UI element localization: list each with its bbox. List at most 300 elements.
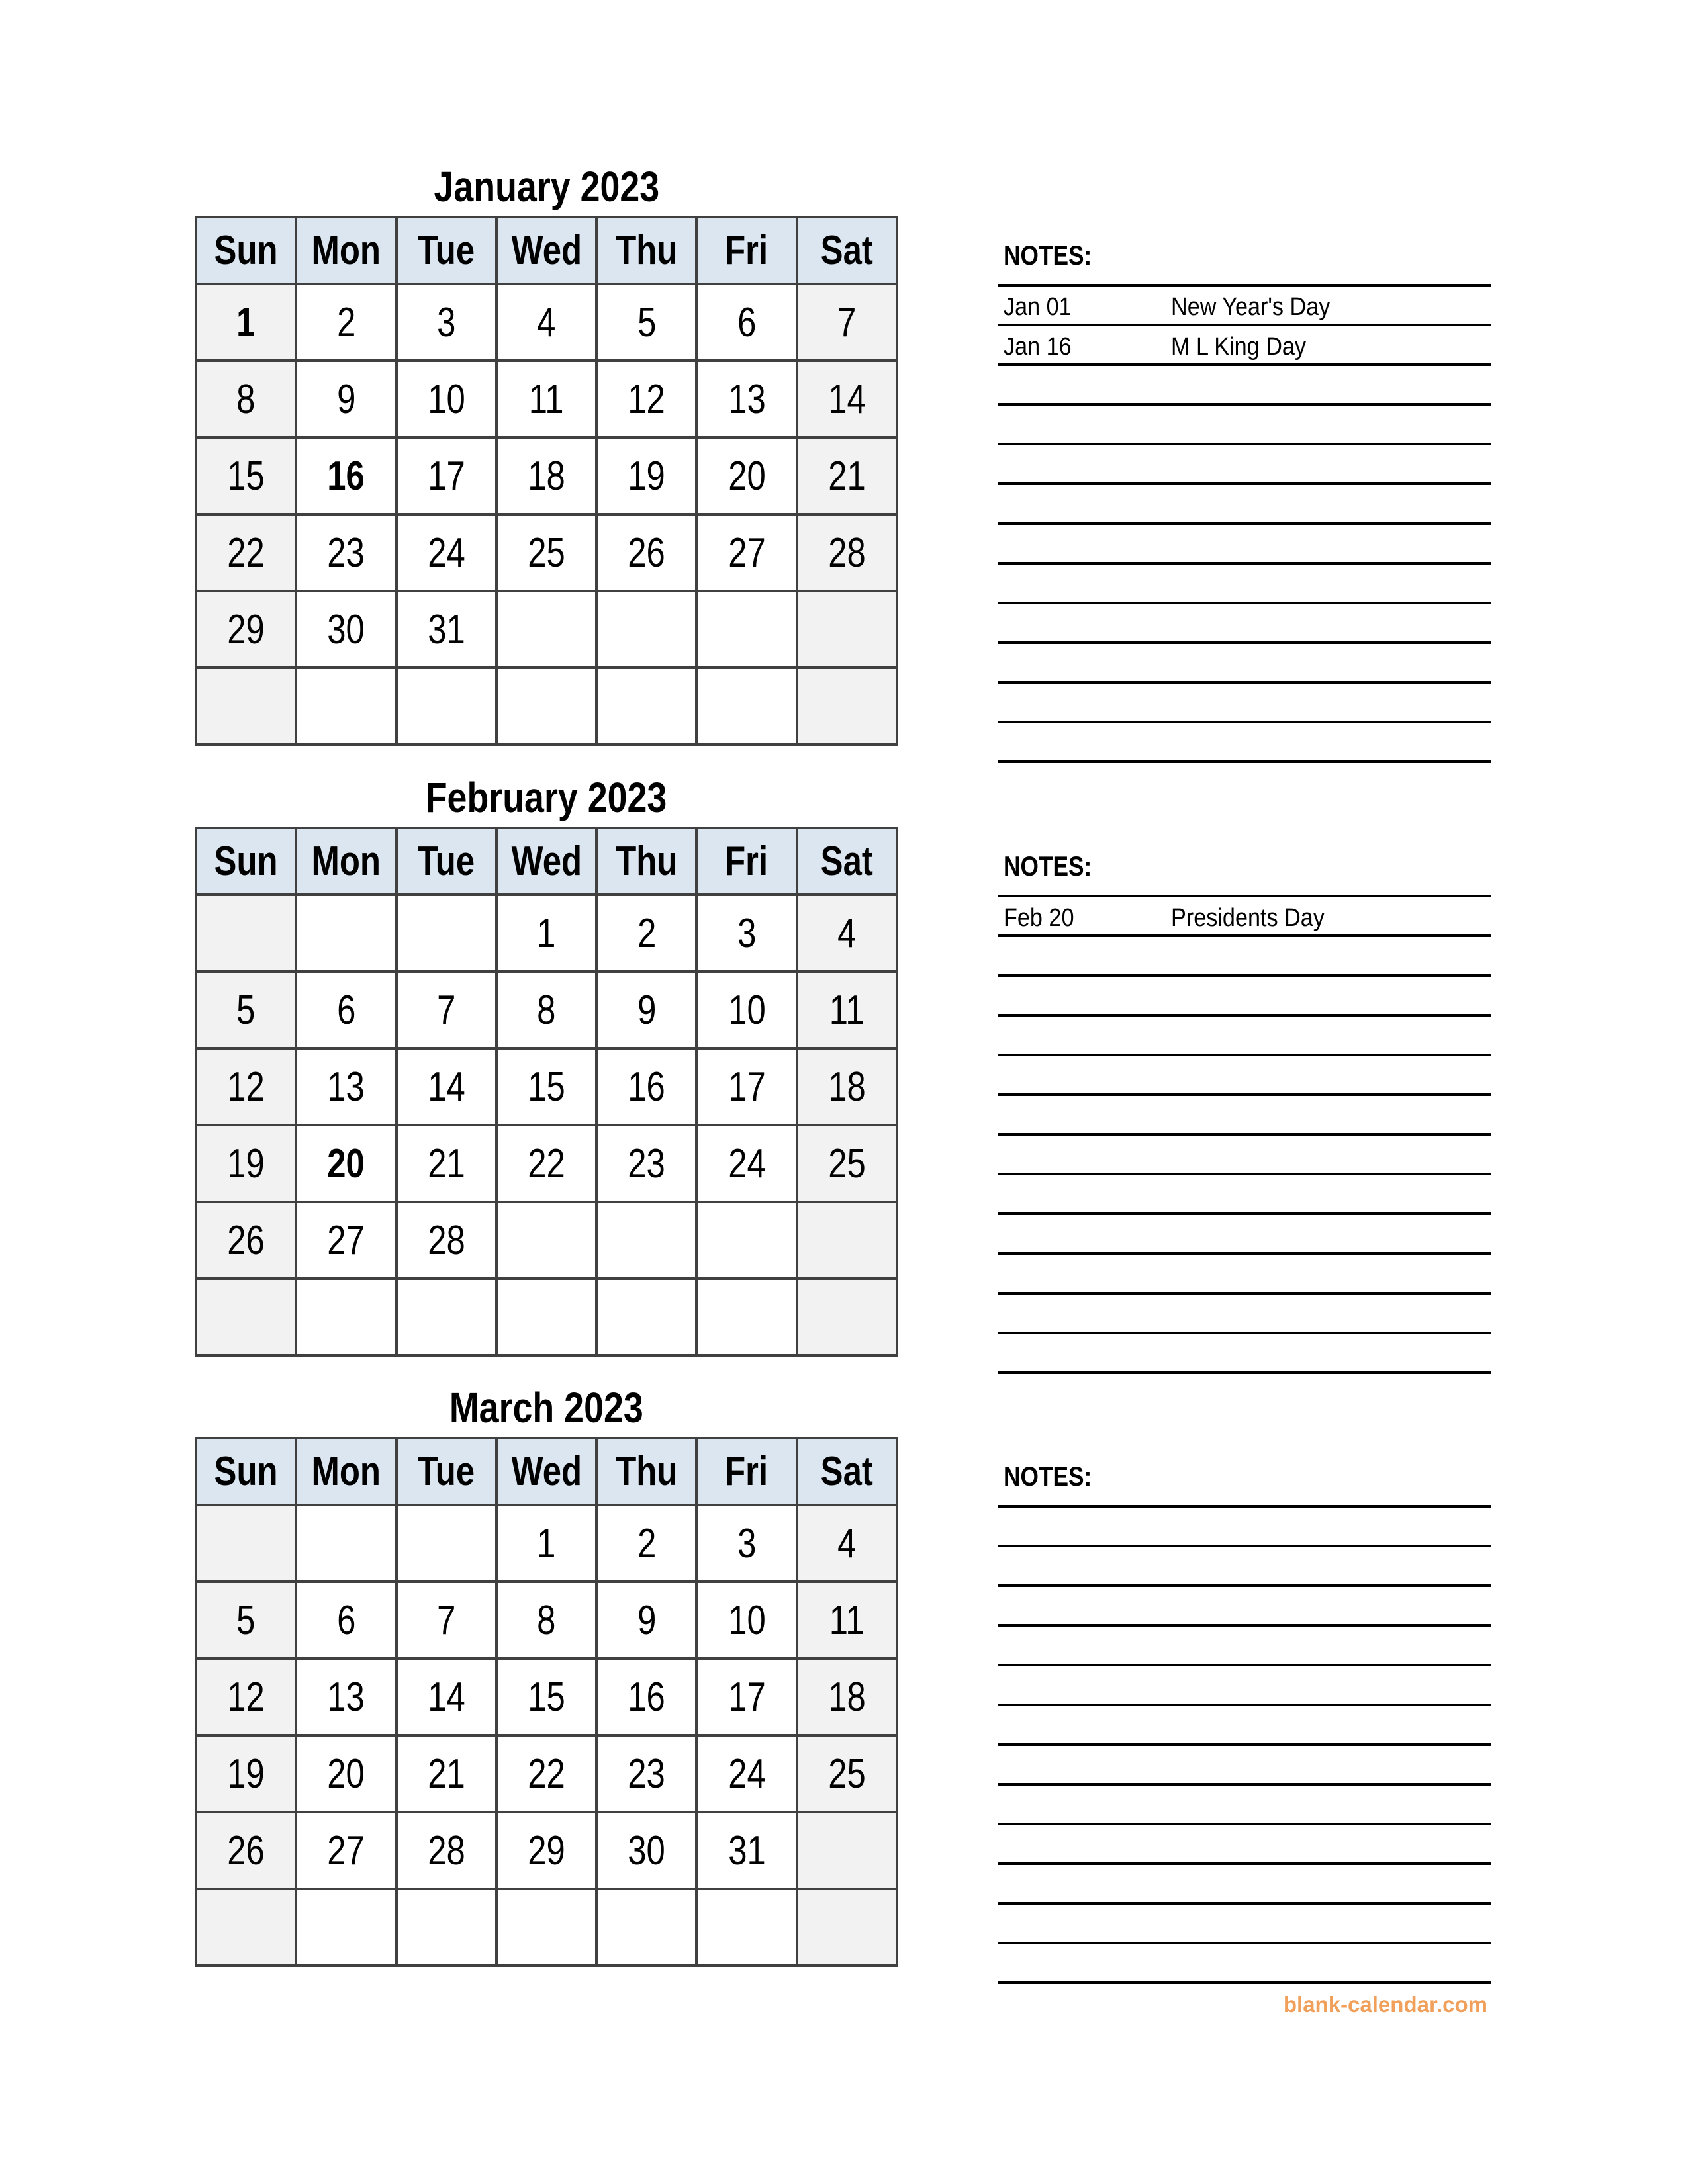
day-number: 11 [829,1597,865,1643]
note-line[interactable] [998,1942,1491,1944]
weekday-label: Sun [214,228,278,273]
empty-day-cell [596,1202,696,1279]
note-line[interactable] [998,443,1491,445]
notes-label [1004,242,1109,269]
note-line[interactable] [998,1584,1491,1587]
empty-day-cell [596,591,696,668]
note-line[interactable] [998,602,1491,604]
note-line[interactable] [998,1133,1491,1136]
weekday-label: Wed [511,839,582,884]
weekday-header [496,828,596,895]
empty-day-cell [296,1505,396,1582]
note-line[interactable] [998,1743,1491,1746]
day-cell [797,1582,897,1659]
day-cell [696,284,796,361]
note-event [1171,905,1342,931]
weekday-header [797,1438,897,1505]
day-number: 31 [427,606,465,653]
day-number: 20 [327,1140,365,1187]
day-number: 15 [528,1064,565,1110]
note-line[interactable] [998,562,1491,565]
empty-day-cell [397,1889,496,1966]
day-number: 10 [727,1597,766,1643]
week-row [196,1048,897,1125]
notes-label [1004,1463,1109,1490]
day-number: 23 [327,529,365,576]
note-line[interactable] [998,1704,1491,1706]
day-number: 25 [528,529,565,576]
empty-day-cell [196,668,296,745]
weekday-header [196,828,296,895]
empty-day-cell [397,1279,496,1355]
day-number: 2 [336,299,356,345]
day-number: 1 [537,1520,556,1567]
day-number: 24 [727,1751,766,1797]
day-number: 17 [727,1674,766,1720]
weekday-header [596,1438,696,1505]
day-cell [596,895,696,972]
note-line[interactable] [998,1173,1491,1175]
empty-day-cell [397,1505,496,1582]
day-number: 8 [537,987,556,1033]
day-cell [296,1812,396,1889]
week-row [196,1279,897,1355]
day-cell [397,1735,496,1812]
note-event-text: M L King Day [1171,333,1307,361]
day-cell [397,1582,496,1659]
weekday-label: Mon [311,228,381,273]
day-cell [797,284,897,361]
weekday-header [196,217,296,284]
weekday-header [696,1438,796,1505]
day-cell [397,284,496,361]
week-row [196,668,897,745]
day-number: 23 [628,1751,666,1797]
day-number: 20 [727,453,766,499]
week-row [196,1582,897,1659]
empty-day-cell [596,1889,696,1966]
day-number: 29 [528,1827,565,1874]
day-cell [696,1125,796,1202]
week-row [196,1125,897,1202]
day-cell [596,514,696,591]
day-cell [596,1505,696,1582]
weekday-header-row [196,1438,897,1505]
day-number: 18 [828,1674,866,1720]
week-row [196,437,897,514]
day-cell [496,895,596,972]
day-cell [496,972,596,1048]
day-number: 12 [628,376,666,422]
day-number: 3 [737,910,757,956]
day-number: 4 [837,910,857,956]
weekday-header-row [196,217,897,284]
empty-day-cell [296,668,396,745]
day-cell [696,1812,796,1889]
note-line[interactable] [998,974,1491,977]
weekday-header [397,217,496,284]
day-cell [196,437,296,514]
note-line[interactable] [998,284,1491,287]
note-line[interactable] [998,1014,1491,1017]
weekday-header [196,1438,296,1505]
note-line[interactable] [998,1093,1491,1096]
weekday-label: Sat [820,1449,873,1494]
day-number: 14 [427,1674,465,1720]
month-title-text: March 2023 [449,1384,643,1432]
weekday-label: Fri [725,228,769,273]
weekday-header [696,217,796,284]
empty-day-cell [296,895,396,972]
weekday-header [296,1438,396,1505]
day-number: 5 [236,1597,256,1643]
empty-day-cell [397,895,496,972]
day-cell [696,514,796,591]
day-cell [196,1202,296,1279]
day-number: 27 [327,1827,365,1874]
weekday-header [797,217,897,284]
day-number: 6 [737,299,757,345]
day-number: 2 [637,1520,656,1567]
week-row [196,1202,897,1279]
weekday-label: Thu [616,228,678,273]
note-line[interactable] [998,681,1491,684]
day-cell [296,361,396,437]
day-number: 16 [628,1674,666,1720]
month-title-text: January 2023 [434,163,659,210]
day-cell [496,437,596,514]
weekday-header [296,828,396,895]
day-number: 5 [637,299,656,345]
empty-day-cell [296,1889,396,1966]
day-cell [596,972,696,1048]
day-cell [596,361,696,437]
empty-day-cell [496,668,596,745]
month-grid [195,827,898,1357]
note-line[interactable] [998,482,1491,485]
day-cell [196,1125,296,1202]
weekday-label: Tue [417,839,475,884]
day-cell [196,1812,296,1889]
day-cell [596,437,696,514]
day-number: 3 [737,1520,757,1567]
empty-day-cell [797,1202,897,1279]
note-line[interactable] [998,1332,1491,1334]
day-cell [797,1659,897,1735]
weekday-header [397,1438,496,1505]
notes-label-text: NOTES: [1004,1461,1092,1492]
day-cell [596,1735,696,1812]
day-number: 29 [227,606,265,653]
day-number: 15 [528,1674,565,1720]
note-line[interactable] [998,1981,1491,1984]
day-number: 16 [628,1064,666,1110]
weekday-header [496,217,596,284]
note-line[interactable] [998,1823,1491,1825]
month-title [195,776,898,819]
month-grid [195,216,898,746]
week-row [196,895,897,972]
note-date [1004,334,1079,359]
weekday-header [397,828,496,895]
day-number: 10 [427,376,465,422]
day-number: 14 [427,1064,465,1110]
day-cell [397,1202,496,1279]
empty-day-cell [797,591,897,668]
day-cell [496,361,596,437]
day-cell [296,1048,396,1125]
day-cell [196,1659,296,1735]
note-line[interactable] [998,1212,1491,1215]
note-line[interactable] [998,1292,1491,1295]
day-cell [696,1048,796,1125]
empty-day-cell [596,668,696,745]
day-cell [296,972,396,1048]
weekday-label: Mon [311,1449,381,1494]
day-cell [696,1659,796,1735]
day-cell [596,1582,696,1659]
empty-day-cell [496,1279,596,1355]
day-number: 10 [727,987,766,1033]
day-number: 22 [528,1751,565,1797]
note-line[interactable] [998,324,1491,326]
note-date [1004,905,1082,931]
day-number: 14 [828,376,866,422]
weekday-label: Sat [820,228,873,273]
note-date-text: Feb 20 [1004,904,1074,932]
note-line[interactable] [998,1252,1491,1255]
weekday-header [296,217,396,284]
day-number: 19 [227,1751,265,1797]
day-number: 31 [727,1827,766,1874]
day-number: 9 [336,376,356,422]
note-line[interactable] [998,522,1491,525]
holiday-day-cell [296,437,396,514]
week-row [196,1889,897,1966]
day-number: 30 [628,1827,666,1874]
day-number: 26 [227,1217,265,1263]
note-date-text: Jan 16 [1004,333,1072,361]
day-number: 27 [327,1217,365,1263]
note-event [1171,295,1348,320]
note-line[interactable] [998,895,1491,897]
empty-day-cell [797,668,897,745]
weekday-header [696,828,796,895]
day-cell [696,972,796,1048]
day-number: 7 [437,1597,456,1643]
day-number: 13 [727,376,766,422]
week-row [196,284,897,361]
week-row [196,591,897,668]
footer-text: blank-calendar.com [1283,1992,1487,2017]
day-cell [296,1202,396,1279]
weekday-label: Thu [616,839,678,884]
day-number: 23 [628,1140,666,1187]
day-number: 24 [427,529,465,576]
note-line[interactable] [998,721,1491,723]
holiday-day-cell [296,1125,396,1202]
weekday-header-row [196,828,897,895]
day-cell [696,1735,796,1812]
day-number: 13 [327,1064,365,1110]
day-cell [797,1125,897,1202]
day-number: 19 [628,453,666,499]
empty-day-cell [296,1279,396,1355]
day-cell [296,514,396,591]
note-line[interactable] [998,760,1491,763]
note-line[interactable] [998,1371,1491,1374]
day-cell [196,591,296,668]
empty-day-cell [797,1889,897,1966]
day-number: 12 [227,1674,265,1720]
day-cell [596,284,696,361]
day-cell [397,591,496,668]
empty-day-cell [196,1505,296,1582]
day-cell [596,1048,696,1125]
day-number: 4 [837,1520,857,1567]
day-number: 13 [327,1674,365,1720]
note-line[interactable] [998,1902,1491,1905]
note-line[interactable] [998,1862,1491,1865]
note-line[interactable] [998,934,1491,937]
day-cell [296,1659,396,1735]
empty-day-cell [696,591,796,668]
week-row [196,972,897,1048]
day-number: 5 [236,987,256,1033]
day-cell [296,1582,396,1659]
note-line[interactable] [998,1664,1491,1666]
weekday-header [496,1438,596,1505]
day-number: 8 [236,376,256,422]
day-number: 26 [227,1827,265,1874]
day-cell [196,361,296,437]
day-cell [196,514,296,591]
day-number: 4 [537,299,556,345]
day-cell [596,1812,696,1889]
day-cell [496,514,596,591]
day-cell [696,437,796,514]
weekday-label: Wed [511,1449,582,1494]
day-number: 1 [236,299,256,345]
empty-day-cell [696,1202,796,1279]
day-cell [397,1659,496,1735]
weekday-header [797,828,897,895]
note-line[interactable] [998,1783,1491,1786]
day-number: 9 [637,1597,656,1643]
day-number: 8 [537,1597,556,1643]
day-number: 17 [727,1064,766,1110]
day-cell [296,1735,396,1812]
day-number: 1 [537,910,556,956]
day-number: 11 [829,987,865,1033]
weekday-label: Fri [725,1449,769,1494]
note-event-text: Presidents Day [1171,904,1325,932]
note-line[interactable] [998,641,1491,644]
empty-day-cell [696,668,796,745]
day-cell [797,361,897,437]
notes-label [1004,852,1109,880]
note-date-text: Jan 01 [1004,293,1072,321]
day-number: 22 [227,529,265,576]
day-cell [596,1659,696,1735]
day-cell [196,1582,296,1659]
weekday-label: Mon [311,839,381,884]
footer-watermark [1282,1993,1487,2015]
weekday-label: Thu [616,1449,678,1494]
day-cell [496,1582,596,1659]
day-cell [196,1735,296,1812]
weekday-label: Tue [417,1449,475,1494]
day-cell [397,1048,496,1125]
day-cell [797,972,897,1048]
empty-day-cell [196,895,296,972]
day-number: 20 [327,1751,365,1797]
day-number: 6 [336,1597,356,1643]
day-cell [696,895,796,972]
empty-day-cell [797,1279,897,1355]
day-number: 18 [828,1064,866,1110]
day-cell [696,1505,796,1582]
day-cell [496,284,596,361]
week-row [196,1735,897,1812]
note-line[interactable] [998,1545,1491,1547]
day-number: 11 [529,376,564,422]
day-number: 17 [427,453,465,499]
note-date [1004,295,1079,320]
day-cell [797,1505,897,1582]
day-number: 2 [637,910,656,956]
day-cell [397,972,496,1048]
note-line[interactable] [998,363,1491,366]
day-number: 15 [227,453,265,499]
day-number: 21 [427,1751,465,1797]
month-title [195,165,898,208]
day-number: 28 [427,1217,465,1263]
month-title [195,1384,898,1432]
day-cell [397,361,496,437]
day-cell [496,1048,596,1125]
day-cell [696,1582,796,1659]
day-number: 26 [628,529,666,576]
day-cell [397,1812,496,1889]
note-event [1171,334,1321,359]
weekday-label: Wed [511,228,582,273]
empty-day-cell [496,591,596,668]
holiday-day-cell [196,284,296,361]
week-row [196,361,897,437]
day-cell [797,1048,897,1125]
note-line[interactable] [998,1054,1491,1056]
day-cell [397,1125,496,1202]
day-cell [196,972,296,1048]
month-title-text: February 2023 [426,774,667,821]
day-cell [797,437,897,514]
note-line[interactable] [998,1505,1491,1508]
day-number: 3 [437,299,456,345]
note-line[interactable] [998,1624,1491,1627]
day-number: 22 [528,1140,565,1187]
note-line[interactable] [998,403,1491,406]
day-number: 12 [227,1064,265,1110]
day-number: 21 [427,1140,465,1187]
day-number: 7 [837,299,857,345]
day-number: 30 [327,606,365,653]
empty-day-cell [496,1202,596,1279]
day-number: 25 [828,1140,866,1187]
day-number: 19 [227,1140,265,1187]
day-cell [397,437,496,514]
week-row [196,1812,897,1889]
